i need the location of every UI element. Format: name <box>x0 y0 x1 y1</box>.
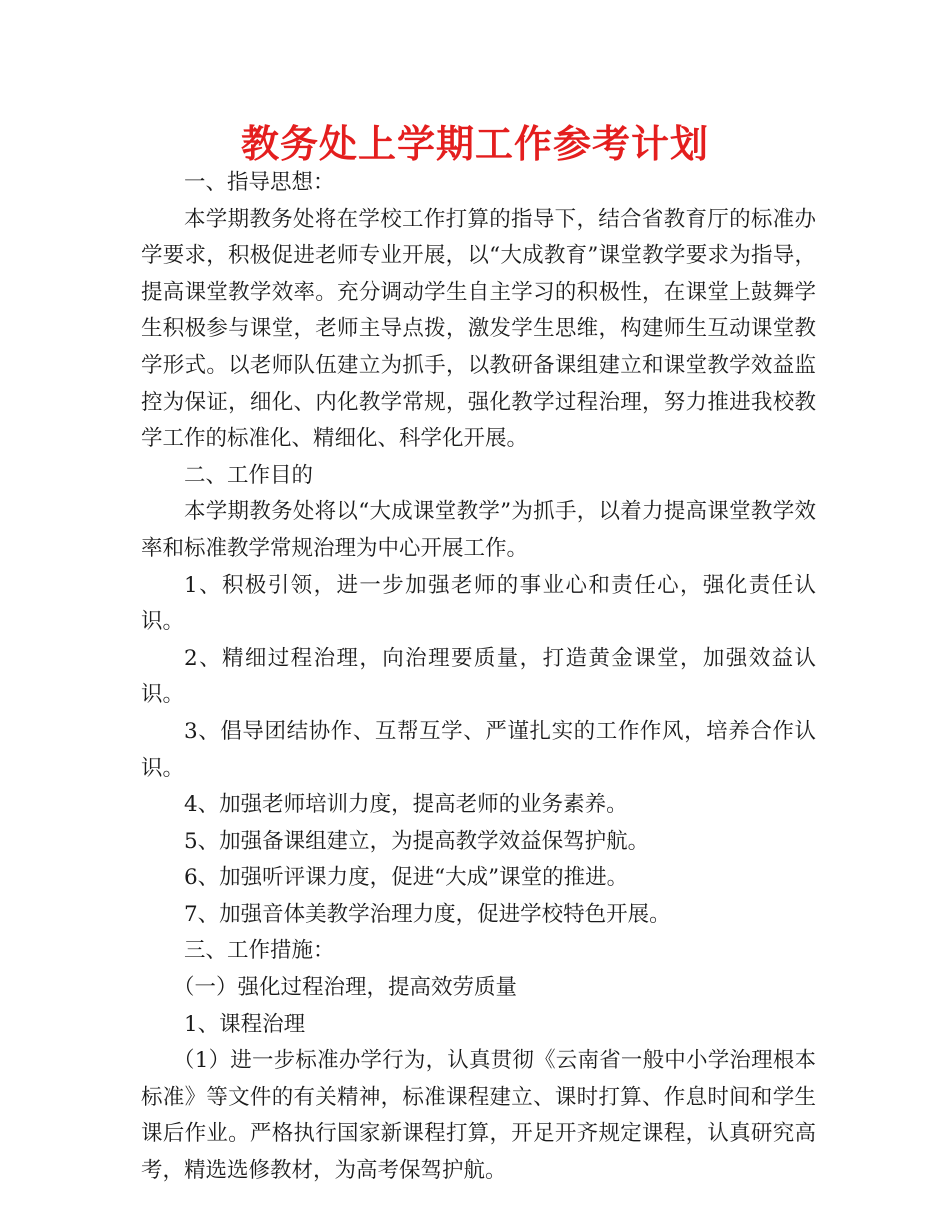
document-body <box>141 165 816 1190</box>
paragraph: 本学期教务处将以“大成课堂教学”为抓手，以着力提高课堂教学效率和标准教学常规治理为中心开展工作。 <box>141 499 816 561</box>
paragraph: 二、工作目的 <box>184 462 314 488</box>
paragraph: 5、加强备课组建立，为提高教学效益保驾护航。 <box>184 828 650 854</box>
paragraph: 1、积极引领，进一步加强老师的事业心和责任心，强化责任认识。 <box>141 572 816 635</box>
paragraph: 7、加强音体美教学治理力度，促进学校特色开展。 <box>184 901 671 927</box>
document-title: 教务处上学期工作参考计划 <box>240 122 709 166</box>
paragraph: （1）进一步标准办学行为，认真贯彻《云南省一般中小学治理根本标准》等文件的有关精神，标准课程建立、课时打算、作息时间和学生课后作业。严格执行国家新课程打算，开足开齐规定课程，认真研究高考，精选选修教材，为高考保驾护航。 <box>141 1048 816 1184</box>
paragraph: 2、精细过程治理，向治理要质量，打造黄金课堂，加强效益认识。 <box>141 645 816 708</box>
paragraph: 6、加强听评课力度，促进“大成”课堂的推进。 <box>184 865 629 891</box>
paragraph: 本学期教务处将在学校工作打算的指导下，结合省教育厅的标准办学要求，积极促进老师专业开展，以“大成教育”课堂教学要求为指导，提高课堂教学效率。充分调动学生自主学习的积极性，在课堂上鼓舞学生积极参与课堂，老师主导点拨，激发学生思维，构建师生互动课堂教学形式。以老师队伍建立为抓手，以教研备课组建立和课堂教学效益监控为保证，细化、内化教学常规，强化教学过程治理，努力推进我校教学工作的标准化、精细化、科学化开展。 <box>141 206 816 452</box>
paragraph: 4、加强老师培训力度，提高老师的业务素养。 <box>184 792 628 818</box>
paragraph: 一、指导思想： <box>184 170 335 195</box>
paragraph: 1、课程治理 <box>184 1011 306 1037</box>
paragraph: （一）强化过程治理，提高效劳质量 <box>173 975 518 1001</box>
paragraph: 3、倡导团结协作、互帮互学、严谨扎实的工作作风，培养合作认识。 <box>141 718 816 781</box>
paragraph: 三、工作措施： <box>184 938 335 964</box>
